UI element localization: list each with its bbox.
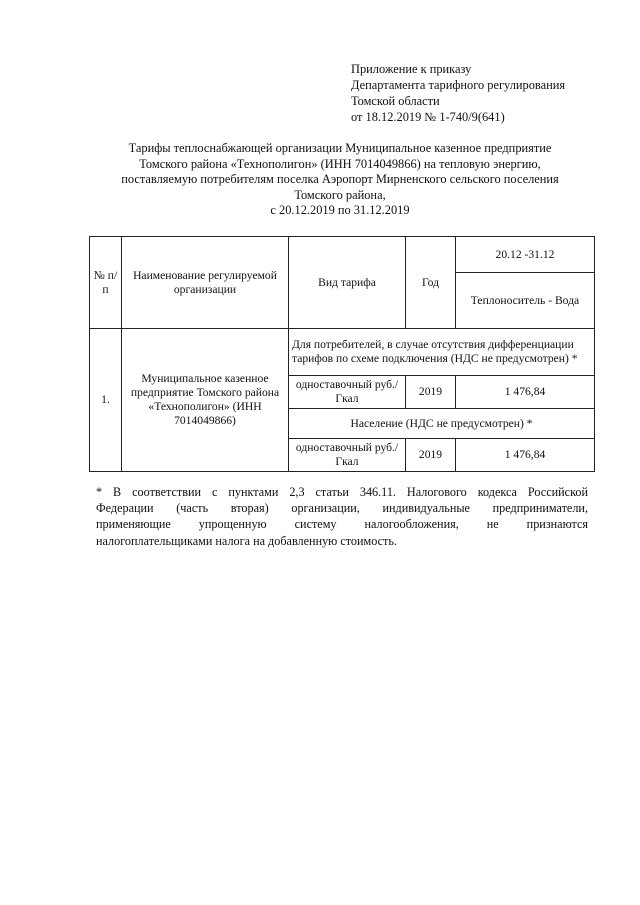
title-line: Томского района «Технополигон» (ИНН 7014049866) на тепловую энергию, xyxy=(139,156,541,171)
appendix-line: от 18.12.2019 № 1-740/9(641) xyxy=(351,110,505,124)
section-label-population: Население (НДС не предусмотрен) * xyxy=(289,409,595,439)
section-year: 2019 xyxy=(406,439,456,472)
appendix-line: Департамента тарифного регулирования xyxy=(351,78,566,92)
header-number: № п/п xyxy=(90,237,122,329)
header-period: 20.12 -31.12 xyxy=(456,237,595,273)
appendix-line: Томской области xyxy=(351,94,440,108)
footnote-line: применяющие упрощенную систему налогообложения, не признаются xyxy=(96,517,588,532)
header-year: Год xyxy=(406,237,456,329)
title-line: Томского района, xyxy=(294,187,386,202)
header-organization: Наименование регулируемой организации xyxy=(122,237,289,329)
section-label-consumers: Для потребителей, в случае отсутствия дифференциации тарифов по схеме подключения (НДС не предусмотрен) * xyxy=(289,329,595,376)
footnote-line: Федерации (часть вторая) организации, индивидуальные предприниматели, xyxy=(96,501,588,516)
appendix-block xyxy=(351,61,611,125)
footnote-line: * В соответствии с пунктами 2,3 статьи 346.11. Налогового кодекса Российской xyxy=(96,485,588,499)
row-number: 1. xyxy=(90,329,122,472)
document-title xyxy=(80,141,600,219)
section-tariff-type: одноставочный руб./Гкал xyxy=(289,376,406,409)
section-year: 2019 xyxy=(406,376,456,409)
row-organization: Муниципальное казенное предприятие Томского района «Технополигон» (ИНН 7014049866) xyxy=(122,329,289,472)
footnote xyxy=(96,484,588,549)
section-value: 1 476,84 xyxy=(456,376,595,409)
header-carrier: Теплоноситель - Вода xyxy=(456,273,595,329)
section-tariff-type: одноставочный руб./Гкал xyxy=(289,439,406,472)
footnote-line: налогоплательщиками налога на добавленную стоимость. xyxy=(96,533,397,548)
appendix-line: Приложение к приказу xyxy=(351,62,472,76)
title-line: Тарифы теплоснабжающей организации Муниципальное казенное предприятие xyxy=(128,141,552,155)
title-line: с 20.12.2019 по 31.12.2019 xyxy=(270,203,410,218)
title-line: поставляемую потребителям поселка Аэропорт Мирненского сельского поселения xyxy=(121,172,559,187)
tariff-table xyxy=(89,236,595,472)
section-value: 1 476,84 xyxy=(456,439,595,472)
header-tariff-type: Вид тарифа xyxy=(289,237,406,329)
